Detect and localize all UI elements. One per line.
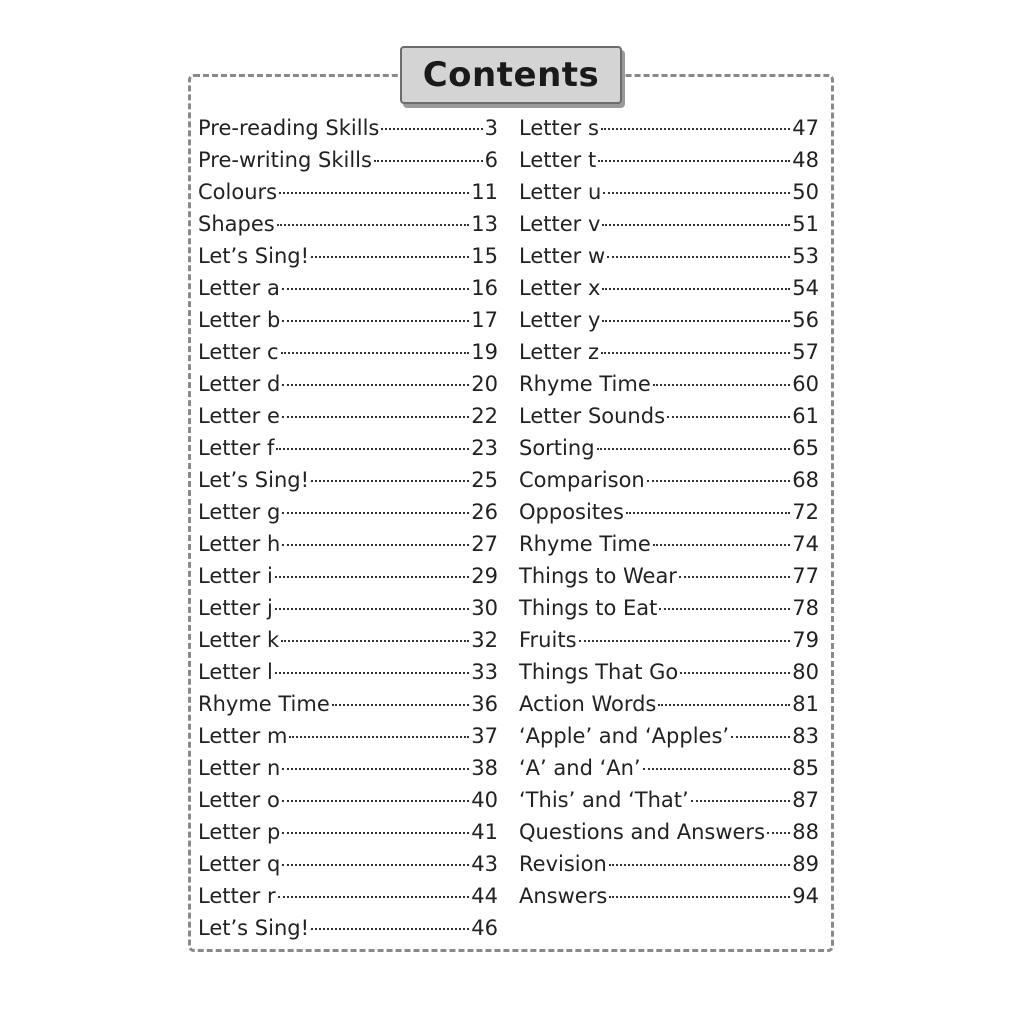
toc-entry-label: Letter o: [198, 788, 280, 812]
dot-leader: [680, 672, 790, 674]
dot-leader: [282, 320, 469, 322]
toc-entry-label: Sorting: [519, 436, 595, 460]
toc-entry-label: Letter v: [519, 212, 601, 236]
toc-entry-page: 33: [471, 660, 498, 684]
toc-entry-page: 25: [471, 468, 498, 492]
dot-leader: [289, 736, 469, 738]
toc-entry-page: 30: [471, 596, 498, 620]
toc-entry-label: Letter t: [519, 148, 597, 172]
toc-entry: [519, 176, 819, 208]
dot-leader: [311, 928, 469, 930]
toc-entry: [519, 848, 819, 880]
toc-entry-page: 37: [471, 724, 498, 748]
toc-entry-label: Things to Eat: [519, 596, 658, 620]
toc-entry: [519, 784, 819, 816]
toc-entry-label: Letter m: [198, 724, 288, 748]
dot-leader: [691, 800, 791, 802]
toc-entry-label: Comparison: [519, 468, 645, 492]
dot-leader: [679, 576, 790, 578]
toc-entry: [519, 208, 819, 240]
toc-entry: [198, 592, 498, 624]
toc-entry-label: Letter z: [519, 340, 599, 364]
toc-entry-page: 79: [792, 628, 819, 652]
dot-leader: [602, 320, 790, 322]
toc-entry-label: ‘Apple’ and ‘Apples’: [519, 724, 730, 748]
toc-entry-page: 81: [792, 692, 819, 716]
toc-entry-label: Letter Sounds: [519, 404, 666, 428]
dot-leader: [579, 640, 791, 642]
page-title: Contents: [422, 55, 600, 95]
toc-entry-page: 16: [471, 276, 498, 300]
dot-leader: [597, 448, 791, 450]
toc-entry: [198, 368, 498, 400]
toc-entry-page: 19: [471, 340, 498, 364]
toc-entry: [519, 144, 819, 176]
toc-entry: [519, 528, 819, 560]
toc-entry-label: Revision: [519, 852, 607, 876]
dot-leader: [311, 480, 469, 482]
dot-leader: [332, 704, 469, 706]
toc-entry: [519, 880, 819, 912]
dot-leader: [374, 160, 483, 162]
toc-entry-page: 50: [792, 180, 819, 204]
toc-entry: [198, 464, 498, 496]
toc-entry-label: Letter b: [198, 308, 281, 332]
toc-entry: [519, 496, 819, 528]
toc-entry-page: 15: [471, 244, 498, 268]
toc-entry-page: 68: [792, 468, 819, 492]
toc-entry-label: Answers: [519, 884, 608, 908]
toc-entry-page: 51: [792, 212, 819, 236]
toc-entry: [519, 656, 819, 688]
toc-entry-page: 41: [471, 820, 498, 844]
toc-entry: [198, 432, 498, 464]
toc-entry-label: Letter d: [198, 372, 281, 396]
dot-leader: [275, 672, 469, 674]
toc-entry-label: Opposites: [519, 500, 624, 524]
dot-leader: [602, 224, 790, 226]
toc-entry: [198, 752, 498, 784]
toc-entry-label: Letter j: [198, 596, 273, 620]
toc-entry-label: Letter y: [519, 308, 601, 332]
toc-entry-label: Letter q: [198, 852, 281, 876]
toc-entry-page: 20: [471, 372, 498, 396]
toc-entry-label: Letter f: [198, 436, 275, 460]
toc-entry-page: 27: [471, 532, 498, 556]
dot-leader: [275, 608, 469, 610]
toc-entry-page: 26: [471, 500, 498, 524]
dot-leader: [601, 128, 790, 130]
toc-entry: [198, 560, 498, 592]
toc-entry-page: 61: [792, 404, 819, 428]
toc-entry: [198, 816, 498, 848]
title-banner: [400, 46, 622, 104]
toc-entry: [198, 880, 498, 912]
dot-leader: [281, 352, 470, 354]
toc-entry-label: Letter e: [198, 404, 280, 428]
toc-entry-page: 80: [792, 660, 819, 684]
dot-leader: [381, 128, 482, 130]
toc-entry-label: Let’s Sing!: [198, 244, 309, 268]
toc-entry-page: 3: [484, 116, 498, 140]
toc-entry: [519, 432, 819, 464]
toc-entry-page: 89: [792, 852, 819, 876]
dot-leader: [282, 768, 469, 770]
toc-entry: [519, 304, 819, 336]
toc-entry-label: Shapes: [198, 212, 275, 236]
dot-leader: [653, 544, 790, 546]
toc-entry-page: 72: [792, 500, 819, 524]
dot-leader: [282, 832, 469, 834]
toc-entry-page: 60: [792, 372, 819, 396]
dot-leader: [311, 256, 469, 258]
toc-entry-label: ‘This’ and ‘That’: [519, 788, 689, 812]
toc-entry-page: 87: [792, 788, 819, 812]
dot-leader: [607, 256, 790, 258]
toc-entry: [198, 400, 498, 432]
toc-entry-page: 23: [471, 436, 498, 460]
toc-entry-page: 40: [471, 788, 498, 812]
toc-entry-page: 44: [471, 884, 498, 908]
toc-entry-page: 77: [792, 564, 819, 588]
toc-entry: [519, 368, 819, 400]
toc-entry-label: Rhyme Time: [198, 692, 330, 716]
toc-entry-label: Rhyme Time: [519, 372, 651, 396]
toc-entry-label: Letter r: [198, 884, 276, 908]
toc-entry-label: Letter w: [519, 244, 606, 268]
toc-entry-label: Letter n: [198, 756, 281, 780]
dot-leader: [282, 384, 469, 386]
toc-entry-page: 48: [792, 148, 819, 172]
toc-entry: [198, 208, 498, 240]
toc-entry-label: Letter s: [519, 116, 599, 140]
toc-entry: [198, 240, 498, 272]
toc-entry: [198, 528, 498, 560]
toc-entry-page: 32: [471, 628, 498, 652]
toc-entry: [198, 496, 498, 528]
toc-entry-page: 6: [484, 148, 498, 172]
toc-entry-label: Letter h: [198, 532, 281, 556]
toc-entry: [519, 592, 819, 624]
dot-leader: [609, 896, 790, 898]
toc-entry: [519, 624, 819, 656]
toc-entry-page: 43: [471, 852, 498, 876]
toc-entry: [519, 752, 819, 784]
toc-entry: [519, 688, 819, 720]
toc-entry: [519, 272, 819, 304]
toc-entry: [198, 912, 498, 944]
toc-entry: [519, 816, 819, 848]
toc-entry-page: 94: [792, 884, 819, 908]
toc-entry-page: 74: [792, 532, 819, 556]
dot-leader: [282, 288, 469, 290]
dot-leader: [601, 352, 790, 354]
toc-entry-page: 29: [471, 564, 498, 588]
toc-entry-page: 38: [471, 756, 498, 780]
toc-entry-label: Letter l: [198, 660, 273, 684]
dot-leader: [647, 480, 791, 482]
dot-leader: [767, 832, 790, 834]
dot-leader: [282, 800, 469, 802]
contents-column-left: [198, 112, 498, 944]
toc-entry: [198, 784, 498, 816]
toc-entry-page: 88: [792, 820, 819, 844]
toc-entry-page: 83: [792, 724, 819, 748]
toc-entry: [519, 112, 819, 144]
toc-entry-label: Colours: [198, 180, 278, 204]
dot-leader: [603, 192, 790, 194]
toc-entry-label: Rhyme Time: [519, 532, 651, 556]
dot-leader: [626, 512, 790, 514]
toc-entry: [198, 624, 498, 656]
toc-entry: [519, 720, 819, 752]
dot-leader: [277, 224, 470, 226]
dot-leader: [658, 704, 790, 706]
toc-entry-page: 22: [471, 404, 498, 428]
toc-entry-page: 65: [792, 436, 819, 460]
toc-entry: [198, 304, 498, 336]
toc-entry-label: Let’s Sing!: [198, 916, 309, 940]
toc-entry-page: 13: [471, 212, 498, 236]
toc-entry-label: ‘A’ and ‘An’: [519, 756, 641, 780]
dot-leader: [275, 576, 469, 578]
toc-entry-label: Action Words: [519, 692, 657, 716]
dot-leader: [279, 192, 469, 194]
toc-entry: [198, 848, 498, 880]
toc-entry-label: Pre-reading Skills: [198, 116, 380, 140]
toc-entry: [519, 336, 819, 368]
dot-leader: [653, 384, 790, 386]
toc-entry-label: Letter g: [198, 500, 281, 524]
dot-leader: [659, 608, 790, 610]
toc-entry-page: 57: [792, 340, 819, 364]
toc-entry: [519, 240, 819, 272]
toc-entry-label: Things to Wear: [519, 564, 677, 588]
dot-leader: [281, 640, 469, 642]
toc-entry-label: Letter x: [519, 276, 601, 300]
toc-entry-label: Questions and Answers: [519, 820, 766, 844]
toc-entry-page: 17: [471, 308, 498, 332]
dot-leader: [602, 288, 790, 290]
toc-entry-label: Letter k: [198, 628, 280, 652]
dot-leader: [278, 896, 470, 898]
dot-leader: [643, 768, 791, 770]
dot-leader: [282, 544, 469, 546]
toc-entry-page: 53: [792, 244, 819, 268]
toc-entry: [198, 112, 498, 144]
dot-leader: [282, 416, 469, 418]
toc-entry-label: Letter c: [198, 340, 279, 364]
toc-entry: [198, 272, 498, 304]
toc-entry-page: 47: [792, 116, 819, 140]
dot-leader: [276, 448, 469, 450]
toc-entry: [519, 464, 819, 496]
toc-entry-page: 36: [471, 692, 498, 716]
toc-entry-label: Pre-writing Skills: [198, 148, 372, 172]
toc-entry: [198, 144, 498, 176]
dot-leader: [667, 416, 790, 418]
toc-entry-page: 54: [792, 276, 819, 300]
toc-entry-page: 78: [792, 596, 819, 620]
dot-leader: [282, 512, 469, 514]
toc-entry-label: Let’s Sing!: [198, 468, 309, 492]
toc-entry-page: 56: [792, 308, 819, 332]
toc-entry-label: Letter p: [198, 820, 281, 844]
contents-column-right: [519, 112, 819, 912]
dot-leader: [731, 736, 790, 738]
toc-entry: [198, 336, 498, 368]
toc-entry: [198, 720, 498, 752]
dot-leader: [609, 864, 791, 866]
dot-leader: [282, 864, 469, 866]
toc-entry: [198, 656, 498, 688]
toc-entry-label: Letter u: [519, 180, 602, 204]
toc-entry: [519, 400, 819, 432]
toc-entry-label: Things That Go: [519, 660, 679, 684]
toc-entry: [519, 560, 819, 592]
toc-entry-label: Letter i: [198, 564, 273, 588]
toc-entry: [198, 176, 498, 208]
toc-entry-label: Fruits: [519, 628, 577, 652]
toc-entry-page: 85: [792, 756, 819, 780]
toc-entry-page: 46: [471, 916, 498, 940]
toc-entry-label: Letter a: [198, 276, 280, 300]
toc-entry: [198, 688, 498, 720]
toc-entry-page: 11: [471, 180, 498, 204]
dot-leader: [598, 160, 790, 162]
